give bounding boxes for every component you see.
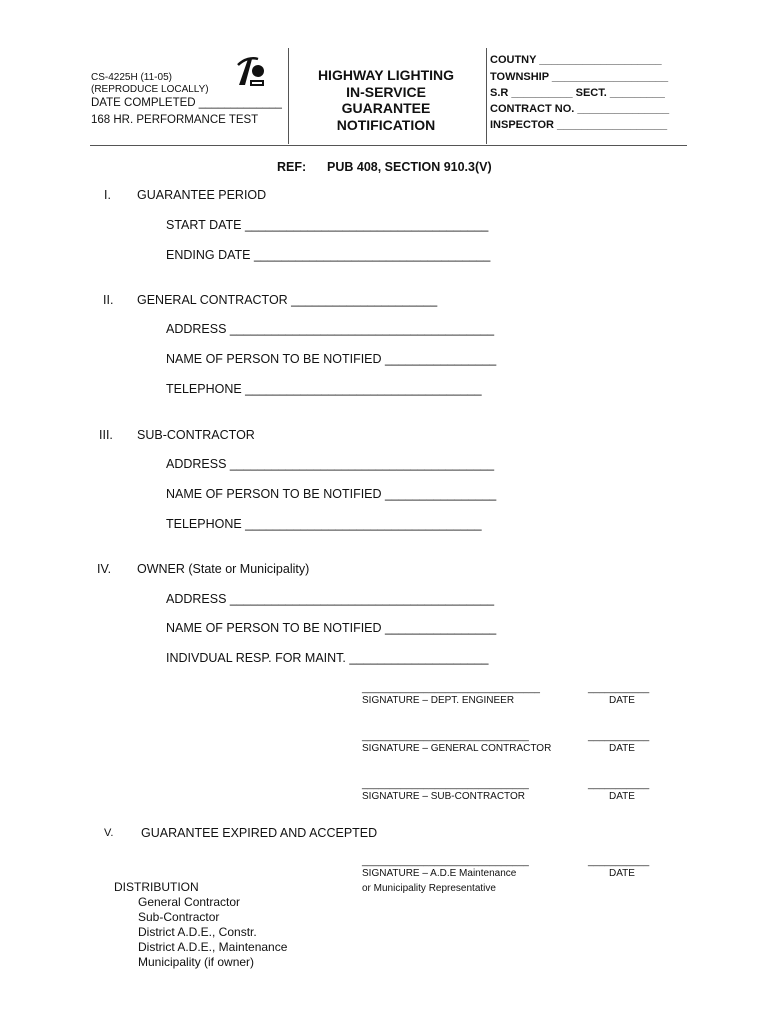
ref-value: PUB 408, SECTION 910.3(V) <box>327 160 492 174</box>
title-line-3: GUARANTEE <box>341 100 431 116</box>
ref-label: REF: <box>277 160 307 174</box>
section-1-number: I. <box>104 188 111 202</box>
performance-test-label: 168 HR. PERFORMANCE TEST <box>91 114 259 126</box>
section-4-number: IV. <box>97 562 112 576</box>
section-4-title: OWNER (State or Municipality) <box>137 562 310 576</box>
ending-date-field[interactable]: ENDING DATE __________________________________ <box>166 248 491 262</box>
sig-general-contractor-date-label: DATE <box>609 743 635 754</box>
section-3-title: SUB-CONTRACTOR <box>137 428 255 442</box>
inspector-field[interactable]: INSPECTOR __________________ <box>490 119 668 131</box>
sig-general-contractor-line[interactable]: ______________________________ <box>362 731 529 742</box>
sc-telephone-field[interactable]: TELEPHONE __________________________________ <box>166 517 482 531</box>
general-contractor-field[interactable]: GENERAL CONTRACTOR _____________________ <box>137 293 438 307</box>
sig-ade-maintenance-date-line[interactable]: ___________ <box>588 856 650 867</box>
sig-ade-maintenance-line[interactable]: ______________________________ <box>362 856 529 867</box>
sig-ade-maintenance-date-label: DATE <box>609 868 635 879</box>
sr-sect-field[interactable]: S.R __________ SECT. _________ <box>490 87 665 99</box>
sig-sub-contractor-date-label: DATE <box>609 791 635 802</box>
header-bottom-rule <box>90 145 687 146</box>
section-3-number: III. <box>99 428 113 442</box>
sig-dept-engineer-date-line[interactable]: ___________ <box>588 683 650 694</box>
gc-address-field[interactable]: ADDRESS ______________________________________ <box>166 322 495 336</box>
title-line-1: HIGHWAY LIGHTING <box>317 67 455 83</box>
distribution-item: District A.D.E., Maintenance <box>138 940 288 954</box>
section-1-title: GUARANTEE PERIOD <box>137 188 267 202</box>
sc-person-notified-field[interactable]: NAME OF PERSON TO BE NOTIFIED ________________ <box>166 487 497 501</box>
distribution-item: District A.D.E., Constr. <box>138 925 257 939</box>
sig-dept-engineer-date-label: DATE <box>609 695 635 706</box>
reproduce-note: (REPRODUCE LOCALLY) <box>91 84 209 95</box>
sig-sub-contractor-date-line[interactable]: ___________ <box>588 779 650 790</box>
sig-dept-engineer-line[interactable]: ________________________________ <box>362 683 540 694</box>
sig-dept-engineer-label: SIGNATURE – DEPT. ENGINEER <box>362 695 515 706</box>
section-5-number: V. <box>104 827 114 839</box>
header-divider-left <box>288 48 289 144</box>
township-field[interactable]: TOWNSHIP ___________________ <box>490 71 669 83</box>
gc-telephone-field[interactable]: TELEPHONE __________________________________ <box>166 382 482 396</box>
sig-general-contractor-label: SIGNATURE – GENERAL CONTRACTOR <box>362 743 552 754</box>
sig-ade-maintenance-label-2: or Municipality Representative <box>362 883 496 894</box>
gc-person-notified-field[interactable]: NAME OF PERSON TO BE NOTIFIED ________________ <box>166 352 497 366</box>
county-field[interactable]: COUTNY ____________________ <box>490 54 662 66</box>
distribution-item: General Contractor <box>138 895 241 909</box>
distribution-heading: DISTRIBUTION <box>114 880 199 894</box>
sc-address-field[interactable]: ADDRESS ______________________________________ <box>166 457 495 471</box>
date-completed-field[interactable]: DATE COMPLETED _____________ <box>91 97 282 109</box>
distribution-item: Sub-Contractor <box>138 910 220 924</box>
title-line-4: NOTIFICATION <box>336 116 436 133</box>
sig-general-contractor-date-line[interactable]: ___________ <box>588 731 650 742</box>
owner-person-notified-field[interactable]: NAME OF PERSON TO BE NOTIFIED ________________ <box>166 621 497 635</box>
penndot-logo-icon <box>236 55 266 89</box>
sig-ade-maintenance-label: SIGNATURE – A.D.E Maintenance <box>362 868 517 879</box>
contract-no-field[interactable]: CONTRACT NO. _______________ <box>490 103 670 115</box>
section-2-number: II. <box>103 293 114 307</box>
sig-sub-contractor-line[interactable]: ______________________________ <box>362 779 529 790</box>
form-title <box>301 67 471 133</box>
individual-resp-maint-field[interactable]: INDIVDUAL RESP. FOR MAINT. ____________________ <box>166 651 489 665</box>
distribution-item: Municipality (if owner) <box>138 955 255 969</box>
form-id: CS-4225H (11-05) <box>91 72 172 83</box>
section-5-title: GUARANTEE EXPIRED AND ACCEPTED <box>141 826 378 840</box>
title-line-2: IN-SERVICE <box>346 83 426 100</box>
header-divider-right <box>486 48 487 144</box>
sig-sub-contractor-label: SIGNATURE – SUB-CONTRACTOR <box>362 791 525 802</box>
owner-address-field[interactable]: ADDRESS ______________________________________ <box>166 592 495 606</box>
start-date-field[interactable]: START DATE ___________________________________ <box>166 218 489 232</box>
